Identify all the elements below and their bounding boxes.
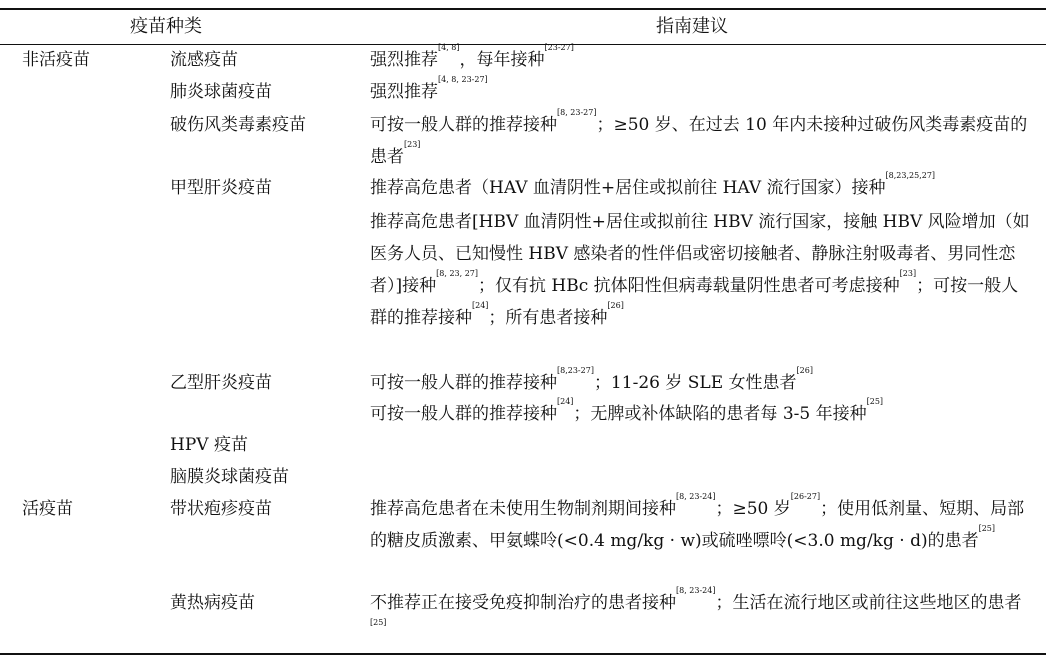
- citation-ref: [4, 8, 23-27]: [438, 75, 488, 84]
- guideline-text-run: ，每年接种: [459, 50, 545, 70]
- guideline-text-run: 推荐高危患者在未使用生物制剂期间接种: [370, 499, 676, 519]
- vaccine-name: 带状疱疹疫苗: [170, 499, 272, 519]
- guideline-text-run: ；无脾或补体缺陷的患者每 3-5 年接种: [573, 404, 867, 424]
- citation-ref: [26-27]: [790, 492, 821, 501]
- guideline-text-run: ；所有患者接种: [488, 308, 608, 328]
- table-top-rule: [0, 8, 1046, 10]
- category-live: 活疫苗: [22, 499, 73, 519]
- vaccine-name: 肺炎球菌疫苗: [170, 82, 272, 102]
- guideline-text-run: 可按一般人群的推荐接种: [370, 115, 557, 135]
- guideline-text: [370, 172, 1032, 204]
- citation-ref: [25]: [370, 618, 387, 627]
- guideline-text: [370, 44, 1032, 76]
- vaccine-name: 流感疫苗: [170, 50, 238, 70]
- guideline-text-run: ；仅有抗 HBc 抗体阳性但病毒载量阴性患者可考虑接种: [478, 276, 900, 296]
- citation-ref: [23]: [404, 140, 421, 149]
- guideline-text-run: 可按一般人群的推荐接种: [370, 373, 557, 393]
- guideline-text-run: 强烈推荐: [370, 50, 438, 70]
- guideline-text-run: 可按一般人群的推荐接种: [370, 404, 557, 424]
- guideline-text-run: ；11-26 岁 SLE 女性患者: [593, 373, 797, 393]
- vaccine-name: HPV 疫苗: [170, 435, 248, 455]
- guideline-text-run: ；≥50 岁: [715, 499, 791, 519]
- guideline-text: [370, 367, 1032, 399]
- category-inactive: 非活疫苗: [22, 50, 90, 70]
- guideline-text-run: 推荐高危患者[HBV 血清阴性+居住或拟前往 HBV 流行国家，接触 HBV 风险增加（如医务人员、已知慢性 HBV 感染者的性伴侣或密切接触者、静脉注射吸毒者、男同性恋者）]接种: [370, 212, 1030, 296]
- citation-ref: [23-27]: [544, 43, 574, 52]
- guideline-text: [370, 206, 1032, 334]
- guideline-text: [370, 587, 1032, 651]
- citation-ref: [8,23,25,27]: [885, 171, 936, 180]
- vaccine-name: 破伤风类毒素疫苗: [170, 115, 306, 135]
- guideline-text: [370, 398, 1032, 430]
- guideline-text: [370, 76, 1032, 108]
- guideline-text: [370, 493, 1032, 557]
- citation-ref: [25]: [866, 397, 884, 406]
- guideline-text-run: ；生活在流行地区或前往这些地区的患者: [715, 593, 1022, 613]
- citation-ref: [8, 23-27]: [557, 108, 597, 117]
- citation-ref: [24]: [472, 301, 489, 310]
- guideline-text-run: 不推荐正在接受免疫抑制治疗的患者接种: [370, 593, 676, 613]
- table-bottom-rule: [0, 653, 1046, 655]
- citation-ref: [8, 23-24]: [676, 492, 716, 501]
- citation-ref: [23]: [899, 269, 917, 278]
- vaccine-name: 乙型肝炎疫苗: [170, 373, 272, 393]
- vaccine-name: 黄热病疫苗: [170, 593, 255, 613]
- guideline-text: [370, 109, 1032, 173]
- citation-ref: [25]: [978, 524, 996, 533]
- citation-ref: [24]: [557, 397, 574, 406]
- header-guideline: 指南建议: [656, 16, 728, 37]
- guideline-text-run: ；≥50 岁、在过去 10 年内未接种过破伤风类毒素疫苗的患者: [370, 115, 1028, 167]
- guideline-text-run: 推荐高危患者（HAV 血清阴性+居住或拟前往 HAV 流行国家）接种: [370, 178, 886, 198]
- citation-ref: [8, 23, 27]: [436, 269, 479, 278]
- vaccine-name: 脑膜炎球菌疫苗: [170, 467, 289, 487]
- citation-ref: [4, 8]: [438, 43, 460, 52]
- vaccine-name: 甲型肝炎疫苗: [170, 178, 272, 198]
- guideline-text-run: ；可按一般人群的推荐接种: [370, 276, 1019, 328]
- header-vaccine-type: 疫苗种类: [130, 16, 202, 37]
- guideline-text-run: ；使用低剂量、短期、局部的糖皮质激素、甲氨蝶呤(<0.4 mg/kg · w)或硫唑嘌呤(<3.0 mg/kg · d)的患者: [370, 499, 1025, 551]
- citation-ref: [26]: [607, 301, 624, 310]
- citation-ref: [8,23-27]: [557, 366, 594, 375]
- citation-ref: [8, 23-24]: [676, 586, 716, 595]
- citation-ref: [26]: [796, 366, 813, 375]
- guideline-text-run: 强烈推荐: [370, 82, 438, 102]
